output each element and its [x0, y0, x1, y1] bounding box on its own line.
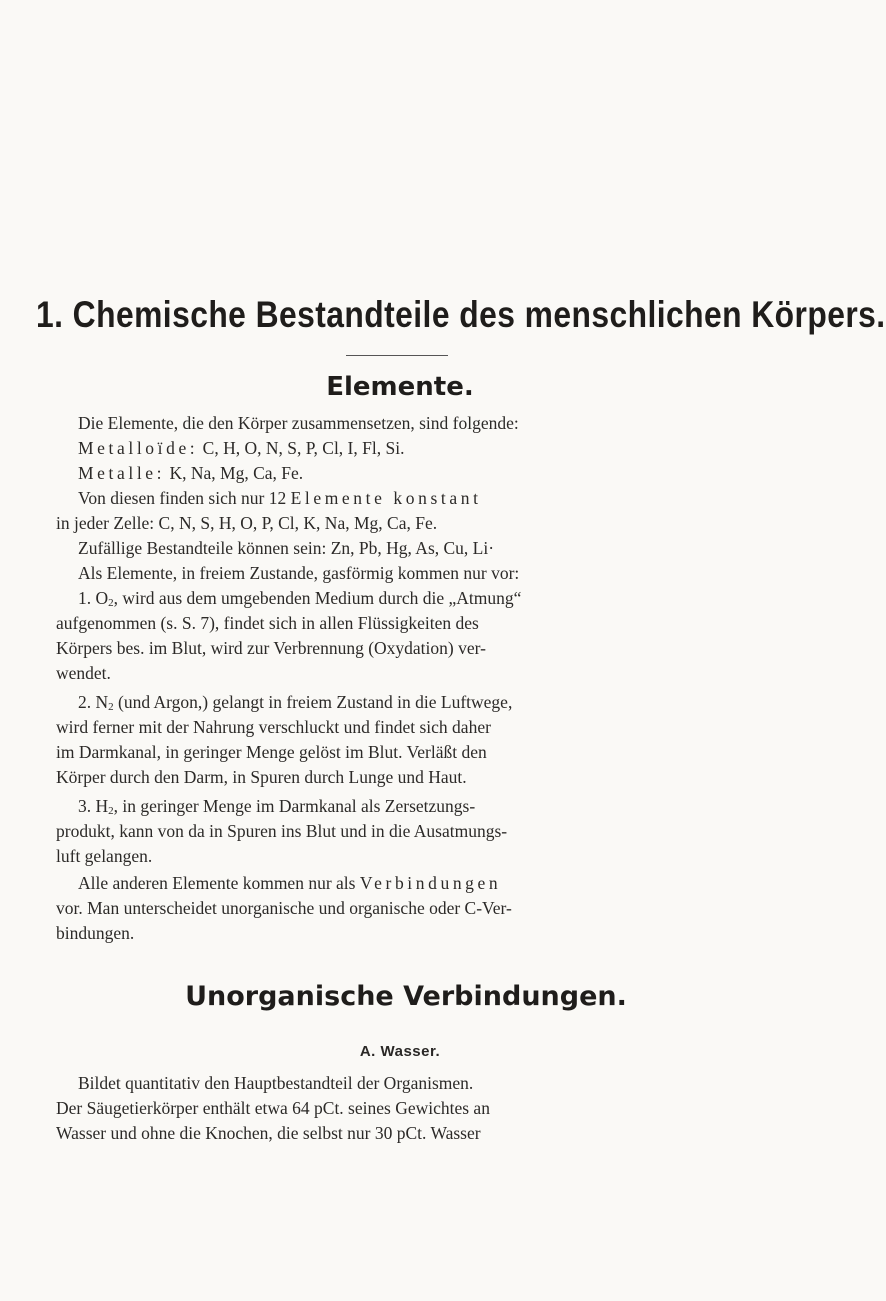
o2-number: 1. O — [78, 588, 109, 608]
paragraph-line: Körpers bes. im Blut, wird zur Verbrennung (Oxydation) ver- — [56, 638, 486, 658]
verbindungen-text: Alle anderen Elemente kommen nur als — [78, 873, 356, 893]
paragraph-line: Als Elemente, in freiem Zustande, gasförmig kommen nur vor: — [78, 563, 520, 583]
paragraph-line: wendet. — [56, 663, 111, 683]
h2-number: 3. H — [78, 796, 109, 816]
paragraph-line: Zufällige Bestandteile können sein: Zn, Pb, Hg, As, Cu, Li· — [78, 538, 495, 558]
metalle-line — [78, 462, 303, 484]
h2-text: , in geringer Menge im Darmkanal als Zersetzungs- — [113, 796, 476, 816]
chapter-title: 1. Chemische Bestandteile des menschlichen Körpers. — [36, 294, 886, 335]
konstant-spaced: Elemente konstant — [290, 488, 482, 508]
o2-text: , wird aus dem umgebenden Medium durch die „Atmung“ — [113, 588, 522, 608]
h2-line — [78, 795, 475, 817]
paragraph-line: Körper durch den Darm, in Spuren durch Lunge und Haut. — [56, 767, 467, 787]
paragraph-line: bindungen. — [56, 923, 135, 943]
paragraph-line: Bildet quantitativ den Hauptbestandteil der Organismen. — [78, 1073, 474, 1093]
paragraph-line: luft gelangen. — [56, 846, 153, 866]
paragraph-line: Die Elemente, die den Körper zusammensetzen, sind folgende: — [78, 413, 519, 433]
n2-number: 2. N — [78, 692, 109, 712]
section-heading-unorganisch: Unorganische Verbindungen. — [185, 981, 627, 1012]
metalloide-line — [78, 437, 404, 459]
metalloide-list: C, H, O, N, S, P, Cl, I, Fl, Si. — [202, 438, 405, 458]
metalle-label: Metalle: — [78, 463, 166, 483]
konstant-line — [78, 487, 482, 509]
section-heading-elemente: Elemente. — [326, 372, 474, 402]
h2-subscript: 2 — [108, 805, 114, 817]
paragraph-line: wird ferner mit der Nahrung verschluckt und findet sich daher — [56, 717, 491, 737]
o2-subscript: 2 — [108, 597, 114, 609]
o2-line — [78, 587, 521, 609]
paragraph-line: Der Säugetierkörper enthält etwa 64 pCt. seines Gewichtes an — [56, 1098, 490, 1118]
title-divider — [346, 355, 448, 356]
n2-text: (und Argon,) gelangt in freiem Zustand in die Luftwege, — [113, 692, 513, 712]
n2-line — [78, 691, 512, 713]
verbindungen-spaced: Verbindungen — [359, 873, 502, 893]
konstant-text: Von diesen finden sich nur 12 — [78, 488, 287, 508]
metalloide-label: Metalloïde: — [78, 438, 199, 458]
paragraph-line: Wasser und ohne die Knochen, die selbst nur 30 pCt. Wasser — [56, 1123, 481, 1143]
paragraph-line: im Darmkanal, in geringer Menge gelöst im Blut. Verläßt den — [56, 742, 487, 762]
paragraph-line: vor. Man unterscheidet unorganische und organische oder C-Ver- — [56, 898, 512, 918]
verbindungen-line — [78, 872, 501, 894]
metalle-list: K, Na, Mg, Ca, Fe. — [169, 463, 304, 483]
n2-subscript: 2 — [108, 701, 114, 713]
paragraph-line: in jeder Zelle: C, N, S, H, O, P, Cl, K, Na, Mg, Ca, Fe. — [56, 513, 438, 533]
subheading-wasser: A. Wasser. — [359, 1043, 441, 1060]
paragraph-line: aufgenommen (s. S. 7), findet sich in allen Flüssigkeiten des — [56, 613, 479, 633]
paragraph-line: produkt, kann von da in Spuren ins Blut und in die Ausatmungs- — [56, 821, 508, 841]
